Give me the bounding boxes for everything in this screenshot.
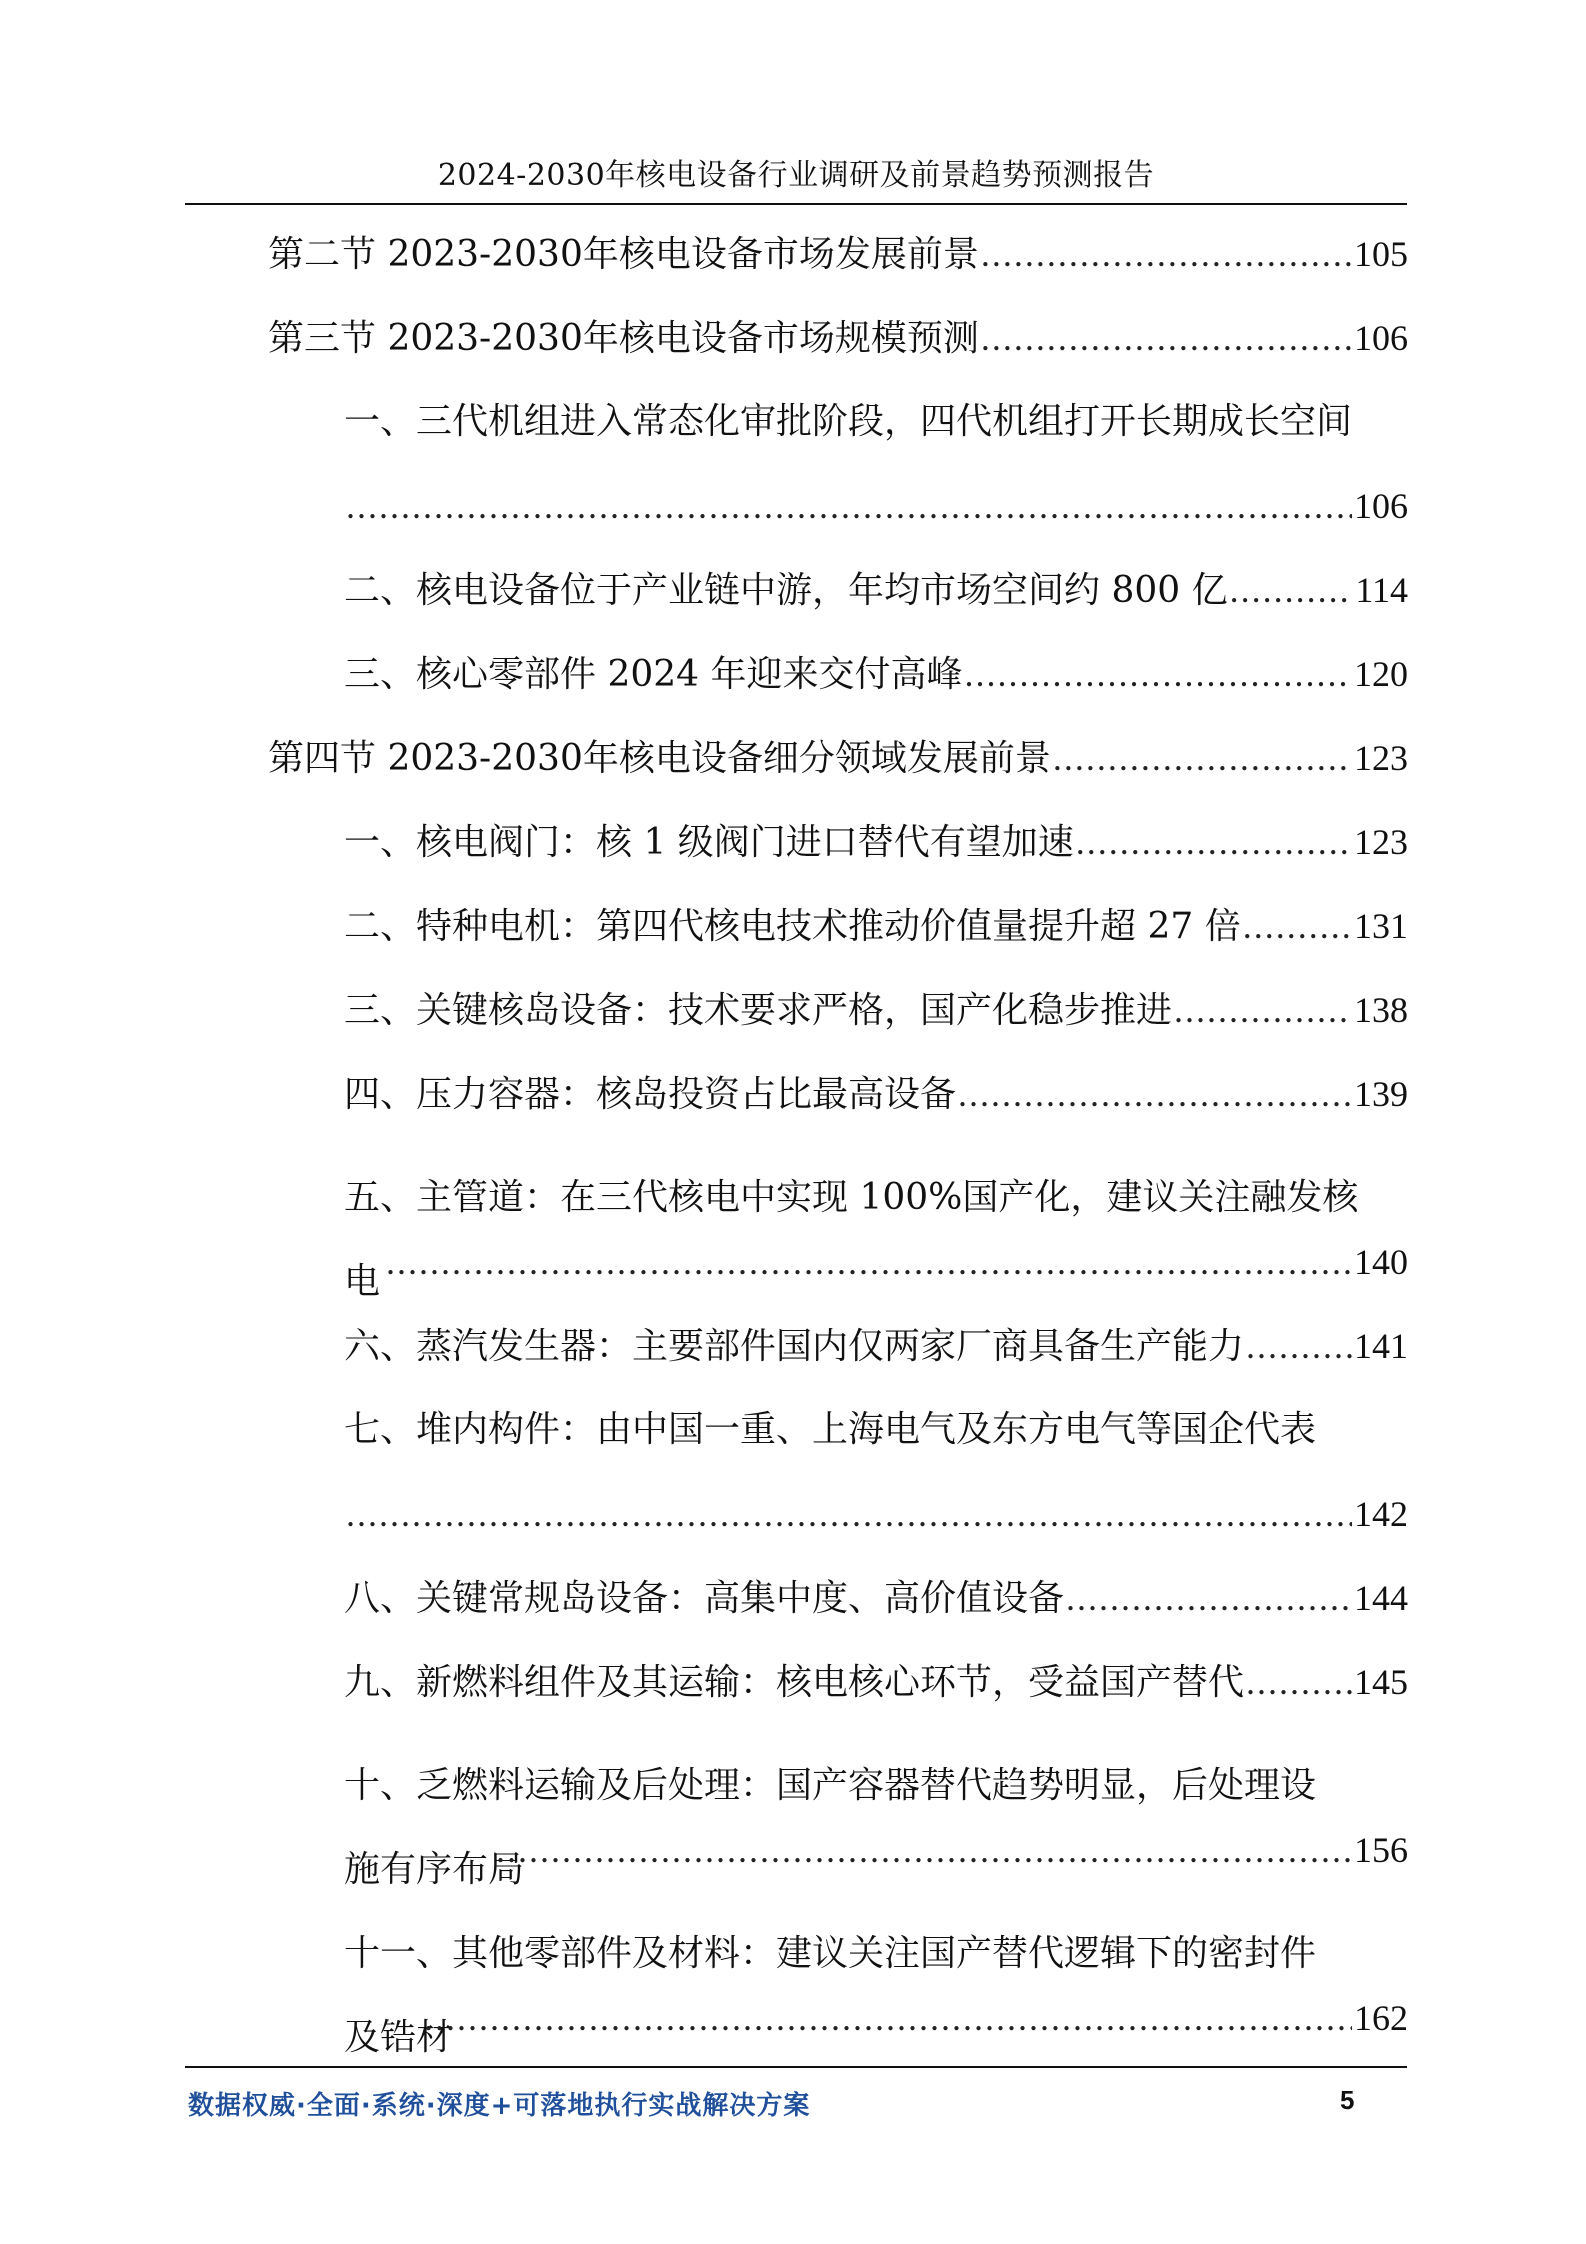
toc-leader-dots bbox=[965, 652, 1352, 696]
toc-entry-4-9[interactable] bbox=[344, 1660, 1408, 1705]
toc-entry-4-2[interactable] bbox=[344, 904, 1408, 949]
toc-entry-text: 五、主管道：在三代核电中实现 100%国产化，建议关注融发核电 bbox=[344, 1177, 1359, 1302]
toc-entry-4-4[interactable] bbox=[344, 1072, 1408, 1117]
toc-entry-text: 二、特种电机：第四代核电技术推动价值量提升超 27 倍 bbox=[344, 906, 1241, 947]
running-header-title: 2024-2030年核电设备行业调研及前景趋势预测报告 bbox=[437, 158, 1155, 193]
toc-page-number: 120 bbox=[1354, 654, 1408, 694]
footer-slogan: 数据权威·全面·系统·深度+可落地执行实战解决方案 bbox=[188, 2091, 811, 2121]
toc-page-number: 144 bbox=[1354, 1578, 1408, 1618]
toc-entry-text: 九、新燃料组件及其运输：核电核心环节，受益国产替代 bbox=[344, 1662, 1245, 1703]
toc-page-number: 139 bbox=[1354, 1074, 1408, 1114]
toc-entry-text: 一、核电阀门：核 1 级阀门进口替代有望加速 bbox=[344, 822, 1074, 863]
toc-leader-dots bbox=[1066, 1576, 1352, 1620]
toc-entry-text: 十、乏燃料运输及后处理：国产容器替代趋势明显，后处理设施有序布局 bbox=[344, 1765, 1317, 1890]
toc-leader-dots bbox=[1230, 568, 1354, 612]
toc-entry-text: 四、压力容器：核岛投资占比最高设备 bbox=[344, 1074, 957, 1115]
toc-leader-dots bbox=[496, 1828, 1352, 1872]
toc-leader-dots bbox=[981, 316, 1352, 360]
toc-entry-4-8[interactable] bbox=[344, 1576, 1408, 1621]
toc-entry-text: 二、核电设备位于产业链中游，年均市场空间约 800 亿 bbox=[344, 570, 1228, 611]
toc-page-number: 131 bbox=[1354, 906, 1408, 946]
toc-entry-text: 八、关键常规岛设备：高集中度、高价值设备 bbox=[344, 1578, 1065, 1619]
toc-page-number: 105 bbox=[1354, 234, 1408, 274]
toc-entry-text: 一、三代机组进入常态化审批阶段，四代机组打开长期成长空间 bbox=[344, 401, 1353, 442]
toc-entry-4-6[interactable] bbox=[344, 1324, 1408, 1369]
toc-entry-text: 十一、其他零部件及材料：建议关注国产替代逻辑下的密封件及锆材 bbox=[344, 1933, 1317, 2058]
toc-entry-text: 六、蒸汽发生器：主要部件国内仅两家厂商具备生产能力 bbox=[344, 1326, 1245, 1367]
toc-leader-dots bbox=[1053, 736, 1352, 780]
toc-leader-dots bbox=[386, 1240, 1352, 1284]
toc-leader-dots bbox=[1243, 904, 1352, 948]
toc-entry-4-5[interactable] bbox=[344, 1156, 1408, 1302]
toc-page-number: 162 bbox=[1354, 1998, 1408, 2038]
toc-leader-dots bbox=[1246, 1324, 1352, 1368]
toc-page-number: 106 bbox=[1354, 486, 1408, 526]
toc-leader-dots bbox=[958, 1072, 1352, 1116]
toc-entry-4-10[interactable] bbox=[344, 1744, 1408, 1890]
toc-entry-3-3[interactable] bbox=[344, 652, 1408, 697]
toc-entry-text: 第四节 2023-2030年核电设备细分领域发展前景 bbox=[268, 738, 1051, 779]
toc-entry-4-11[interactable] bbox=[344, 1912, 1408, 2058]
toc-entry-3-2[interactable] bbox=[344, 568, 1408, 613]
toc-page-number: 114 bbox=[1355, 570, 1408, 610]
toc-page-number: 156 bbox=[1354, 1830, 1408, 1870]
toc-entry-text: 第三节 2023-2030年核电设备市场规模预测 bbox=[268, 318, 979, 359]
toc-page-number: 138 bbox=[1354, 990, 1408, 1030]
toc-entry-section-4[interactable] bbox=[268, 736, 1408, 781]
toc-page-number: 123 bbox=[1354, 738, 1408, 778]
toc-leader-dots bbox=[1246, 1660, 1352, 1704]
toc-entry-leader-line bbox=[384, 1240, 1408, 1284]
toc-entry-section-3[interactable] bbox=[268, 316, 1408, 361]
toc-entry-leader-line bbox=[494, 1828, 1408, 1872]
toc-entry-text: 三、核心零部件 2024 年迎来交付高峰 bbox=[344, 654, 963, 695]
toc-entry-4-1[interactable] bbox=[344, 820, 1408, 865]
toc-leader-dots bbox=[1174, 988, 1352, 1032]
toc-leader-dots bbox=[346, 1492, 1352, 1536]
toc-entry-text: 三、关键核岛设备：技术要求严格，国产化稳步推进 bbox=[344, 990, 1173, 1031]
toc-page-number: 142 bbox=[1354, 1494, 1408, 1534]
toc-page-number: 123 bbox=[1354, 822, 1408, 862]
toc-page-number: 106 bbox=[1354, 318, 1408, 358]
toc-page-number: 145 bbox=[1354, 1662, 1408, 1702]
footer-divider bbox=[185, 2066, 1407, 2068]
toc-entry-leader-line bbox=[422, 1996, 1408, 2040]
toc-page-number: 140 bbox=[1354, 1242, 1408, 1282]
page-number: 5 bbox=[1340, 2085, 1355, 2115]
toc-leader-dots bbox=[346, 484, 1352, 528]
toc-leader-dots bbox=[424, 1996, 1352, 2040]
toc-leader-dots bbox=[1076, 820, 1352, 864]
toc-entry-section-2[interactable] bbox=[268, 232, 1408, 277]
toc-entry-leader-line bbox=[344, 484, 1408, 528]
toc-entry-4-3[interactable] bbox=[344, 988, 1408, 1033]
toc-leader-dots bbox=[981, 232, 1352, 276]
toc-entry-text: 七、堆内构件：由中国一重、上海电气及东方电气等国企代表 bbox=[344, 1409, 1317, 1450]
toc-entry-leader-line bbox=[344, 1492, 1408, 1536]
toc-page-number: 141 bbox=[1354, 1326, 1408, 1366]
toc-entry-text: 第二节 2023-2030年核电设备市场发展前景 bbox=[268, 234, 979, 275]
